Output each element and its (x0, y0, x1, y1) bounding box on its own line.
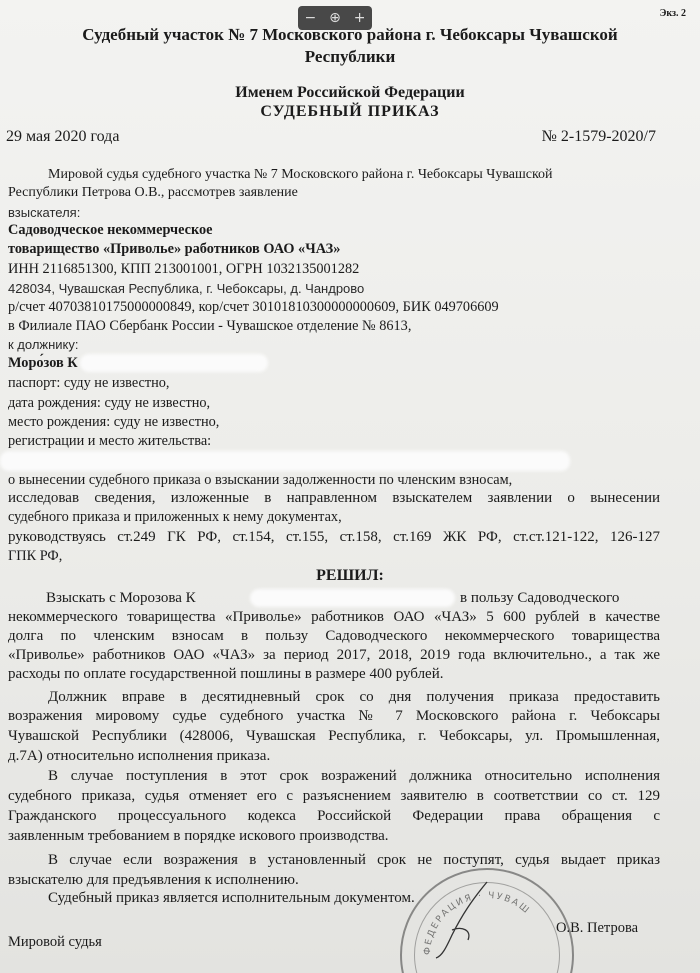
decision-p3-line2: судебного приказа, судья отменяет его с разъяснением заявителю в соответствии со ст. 129 (8, 788, 660, 804)
creditor-bank: в Филиале ПАО Сбербанк России - Чувашское отделение № 8613, (8, 318, 412, 334)
redacted-address (0, 451, 570, 471)
decision-p1-line2: некоммерческого товарищества «Привольe» работников ОАО «ЧАЗ» 5 600 рублей в качестве (8, 609, 660, 625)
creditor-name-line1: Садоводческое некоммерческое (8, 222, 213, 238)
decision-p3-line4: заявленным требованием в порядке искового производства. (8, 828, 389, 844)
redacted-debtor-name (80, 354, 268, 372)
decision-p2-line3: Чувашской Республики (428006, Чувашская Республика, г. Чебоксары, ул. Промышленная, (8, 728, 660, 744)
body-line1: о вынесении судебного приказа о взыскании задолженности по членским взносам, (8, 472, 513, 488)
body-line5: ГПК РФ, (8, 548, 63, 564)
decision-p1-end: в пользу Садоводческого (460, 590, 620, 606)
body-line2: исследовав сведения, изложенные в направленном взыскателем заявлении о вынесении (8, 490, 660, 506)
copy-number: Экз. 2 (659, 8, 686, 19)
debtor-birth-date: дата рождения: суду не известно, (8, 395, 211, 411)
order-date: 29 мая 2020 года (6, 128, 120, 145)
creditor-name-line2: товарищество «Привольe» работников ОАО «ЧАЗ» (8, 241, 341, 257)
body-line3: судебного приказа и приложенных к нему документах, (8, 509, 342, 525)
creditor-accounts: р/счет 40703810175000000849, кор/счет 30101810300000000609, БИК 049706609 (8, 299, 499, 315)
decision-heading: РЕШИЛ: (316, 567, 384, 584)
court-name-line2: Республики (304, 47, 396, 66)
decision-p1-start: Взыскать с Морозова К (46, 590, 196, 606)
creditor-address: 428034, Чувашская Республика, г. Чебоксары, д. Чандрово (8, 281, 365, 296)
decision-p3-line3: Гражданского процессуального кодекса Российской Федерации права обращения с (8, 808, 660, 824)
creditor-label: взыскателя: (8, 205, 81, 220)
debtor-name: Моро́зов К (8, 355, 78, 371)
court-name-line1: Судебный участок № 7 Московского района г. Чебоксары Чувашской (82, 25, 618, 44)
decision-p5: Судебный приказ является исполнительным документом. (48, 890, 415, 906)
intro-line2: Республики Петрова О.В., рассмотрев заявление (8, 185, 298, 200)
decision-p2-line1: Должник вправе в десятидневный срок со дня получения приказа предоставить (48, 689, 660, 705)
debtor-label: к должнику: (8, 337, 79, 352)
decision-p4-line1: В случае если возражения в установленный срок не поступят, судья выдает приказ (48, 852, 660, 868)
authority-line: Именем Российской Федерации (235, 84, 465, 101)
decision-p2-line2: возражения мировому судье судебного участка № 7 Московского района г. Чебоксары (8, 708, 660, 724)
debtor-birth-place: место рождения: суду не известно, (8, 414, 220, 430)
court-name (0, 24, 700, 68)
intro-line1: Мировой судья судебного участка № 7 Московского района г. Чебоксары Чувашской (48, 167, 553, 182)
decision-p3-line1: В случае поступления в этот срок возражений должника относительно исполнения (48, 768, 660, 784)
zoom-out-button[interactable]: − (304, 10, 317, 26)
redacted-debtor-name-2 (250, 589, 455, 607)
decision-p1-line5: расходы по оплате государственной пошлины в размере 400 рублей. (8, 666, 444, 682)
stamp-text: ФЕДЕРАЦИЯ · ЧУВАШ (422, 890, 532, 956)
judge-signature (432, 880, 502, 960)
zoom-in-button[interactable]: + (353, 10, 366, 26)
magnifier-icon[interactable]: ⊕ (329, 10, 341, 26)
creditor-ids: ИНН 2116851300, КПП 213001001, ОГРН 1032135001282 (8, 261, 360, 277)
decision-p2-line4: д.7А) относительно исполнения приказа. (8, 748, 271, 764)
judge-name: О.В. Петрова (556, 920, 639, 936)
body-line4: руководствуясь ст.249 ГК РФ, ст.154, ст.155, ст.158, ст.169 ЖК РФ, ст.ст.121-122, 126-127 (8, 529, 660, 545)
document-title: СУДЕБНЫЙ ПРИКАЗ (260, 103, 440, 120)
debtor-passport: паспорт: суду не известно, (8, 375, 170, 391)
decision-p1-line4: «Привольe» работников ОАО «ЧАЗ» за период 2017, 2018, 2019 года включительно., а так же (8, 647, 660, 663)
debtor-residence-label: регистрации и место жительства: (8, 433, 212, 449)
case-number: № 2-1579-2020/7 (541, 128, 656, 145)
judge-title: Мировой судья (8, 934, 102, 950)
decision-p4-line2: взыскателю для предъявления к исполнению. (8, 872, 299, 888)
decision-p1-line3: долга по членским взносам в пользу Садоводческого некоммерческого товарищества (8, 628, 660, 644)
